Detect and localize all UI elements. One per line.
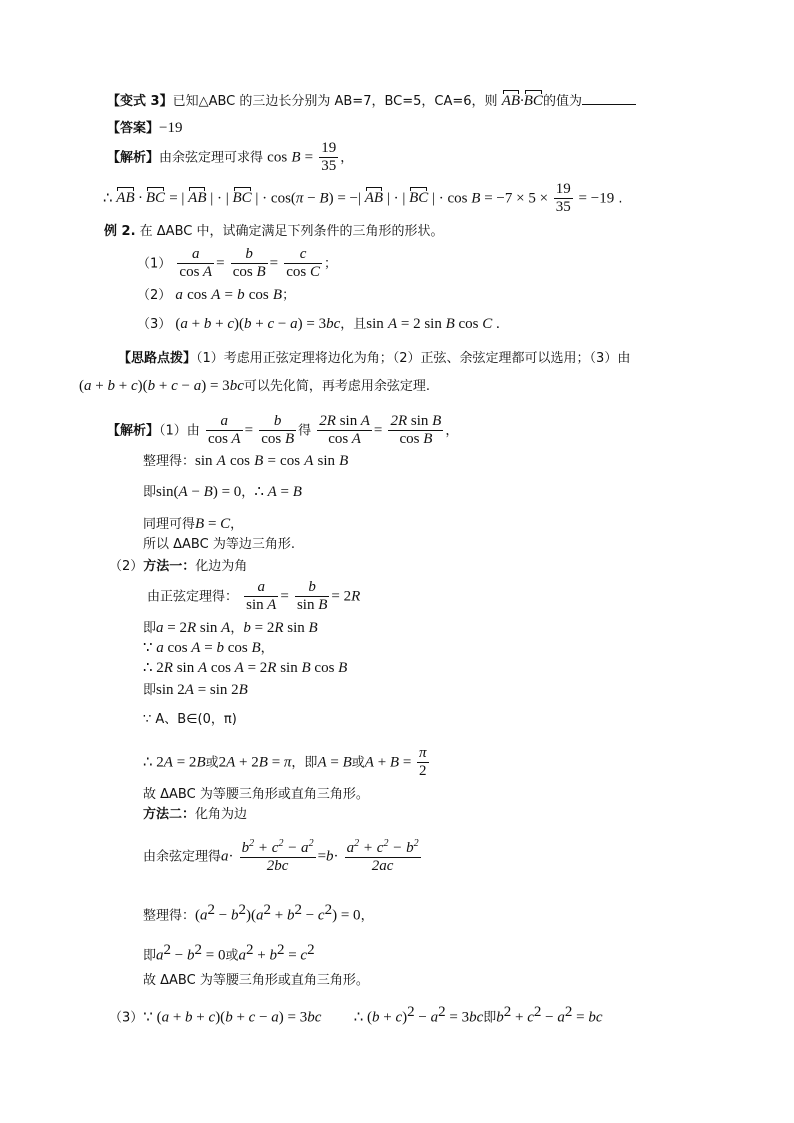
s2-conclusion: 故 ΔABC 为等腰三角形或直角三角形。: [143, 787, 369, 802]
s1-same: 同理可得B = C，: [143, 516, 244, 532]
s2-ji: 即a = 2R sin A，b = 2R sin B: [143, 620, 318, 636]
s3-line: （3）∵ (a + b + c)(b + c − a) = 3bc ∴ $(b + c)^2 - a^2 = 3bc$即$b^2 + c^2 - a^2$ = bc: [109, 1004, 603, 1026]
answer-value: −19: [159, 120, 183, 136]
example2-item2: （2） a cos A = b cos B；: [137, 287, 296, 303]
variant3-tail: 的值为: [542, 94, 582, 109]
example2-intro: 在 ΔABC 中，试确定满足下列条件的三角形的形状。: [139, 224, 444, 239]
s1-organize: 整理得：sin A cos B = cos A sin B: [143, 453, 349, 469]
hint-line2: (a + b + c)(b + c − a) = 3bc可以先化简，再考虑用余弦定理.: [79, 378, 430, 394]
answer-tag: 【答案】: [107, 121, 160, 136]
analysis1-line: 【解析】由余弦定理可求得 cos B = $\frac{19}{35}$ ，: [107, 140, 354, 175]
hint-line1: [118, 352, 630, 365]
s2-conclusion2: 故 ΔABC 为等腰三角形或直角三角形。: [143, 973, 369, 988]
s2-organize: 整理得：$(a^2 - b^2)(a^2 + b^2 - c^2) = 0$，: [143, 902, 374, 924]
s2-ji2: 即sin 2A = sin 2B: [143, 682, 248, 698]
method1-label: 方法一：: [143, 559, 196, 574]
s2-because: ∵ a cos A = b cos B，: [143, 640, 274, 656]
s2-angles: ∴ 2A = 2B或2A + 2B = π，即A = B或A + B = $\frac{\pi}{2}$: [143, 745, 427, 780]
example2-title: 例 2.: [104, 224, 136, 239]
s2-therefore: ∴ 2R sin A cos A = 2R sin B cos B: [143, 660, 348, 676]
method2-label: 方法二：: [143, 807, 196, 822]
analysis1-tag: 【解析】: [107, 150, 160, 166]
s2-method1-line: （2）方法一：化边为角: [109, 559, 248, 574]
hint-tag: 【思路点拨】: [118, 351, 197, 366]
hint-text1: （1）考虑用正弦定理将边化为角；（2）正弦、余弦定理都可以选用；（3）由: [196, 351, 631, 366]
example2-item1: （1） $\frac{a}{\text{cos A}}$ = $\frac{b}{\text{cos B}}$ = $\frac{c}{\text{cos C}}$ ；: [137, 246, 337, 281]
vector-dot-product: AB·BC: [501, 93, 543, 109]
example2-item3: （3） (a + b + c)(b + c − a) = 3bc，且sin A = 2 sin B cos C .: [137, 316, 500, 332]
s2-method2-line: 方法二：化角为边: [143, 807, 248, 822]
answer-blank: [582, 92, 636, 105]
example2-title-line: [104, 225, 443, 238]
cosB-fraction: $\frac{19}{35}$: [321, 140, 337, 175]
solution1-line: 【解析】（1）由 $\frac{a}{\text{cos A}}$ = $\frac{b}{\text{cos B}}$ 得 $\frac{\text{2R sin A}}{\text{cos A}}$ = $\frac{\text{2R sin B}}{\text{cos B}}$ ，: [107, 413, 459, 448]
s2-sine-law: 由正弦定理得： $\frac{a}{\text{sin A}}$ = $\frac{b}{\text{sin B}}$ = 2R: [147, 579, 361, 614]
s1-ji: 即sin(A − B) = 0，∴ A = B: [143, 484, 302, 500]
dot-product-expansion: ∴ AB · BC = | AB | · | BC | · cos(π − B) = −| AB | · | BC | · cos B = −7 × 5 × $\frac{19}{35}$ = −19 .: [103, 181, 623, 216]
s1-conclusion: 所以 ΔABC 为等边三角形.: [143, 537, 295, 552]
solution-tag: 【解析】: [107, 423, 160, 439]
expansion-fraction: $\frac{19}{35}$: [555, 181, 571, 216]
analysis1-text: 由余弦定理可求得: [159, 150, 264, 166]
answer-line: [107, 121, 182, 136]
s2-cosine-law: 由余弦定理得a· $\frac{b^2 + c^2 - a^2}{2bc}$ =b· $\frac{a^2 + c^2 - b^2}{2ac}$: [143, 838, 419, 875]
variant3-text: 已知△ABC 的三边长分别为 AB=7，BC=5，CA=6，则: [172, 94, 498, 109]
s2-ji4: 即$a^2 - b^2 = 0$或$a^2 + b^2 = c^2$: [143, 942, 315, 964]
variant3-tag: 【变式 3】: [107, 94, 173, 109]
variant3-line: [107, 92, 636, 109]
hint-text2: 可以先化简，再考虑用余弦定理.: [243, 379, 430, 394]
s2-range: ∵ A、B∈(0，π): [143, 712, 237, 727]
